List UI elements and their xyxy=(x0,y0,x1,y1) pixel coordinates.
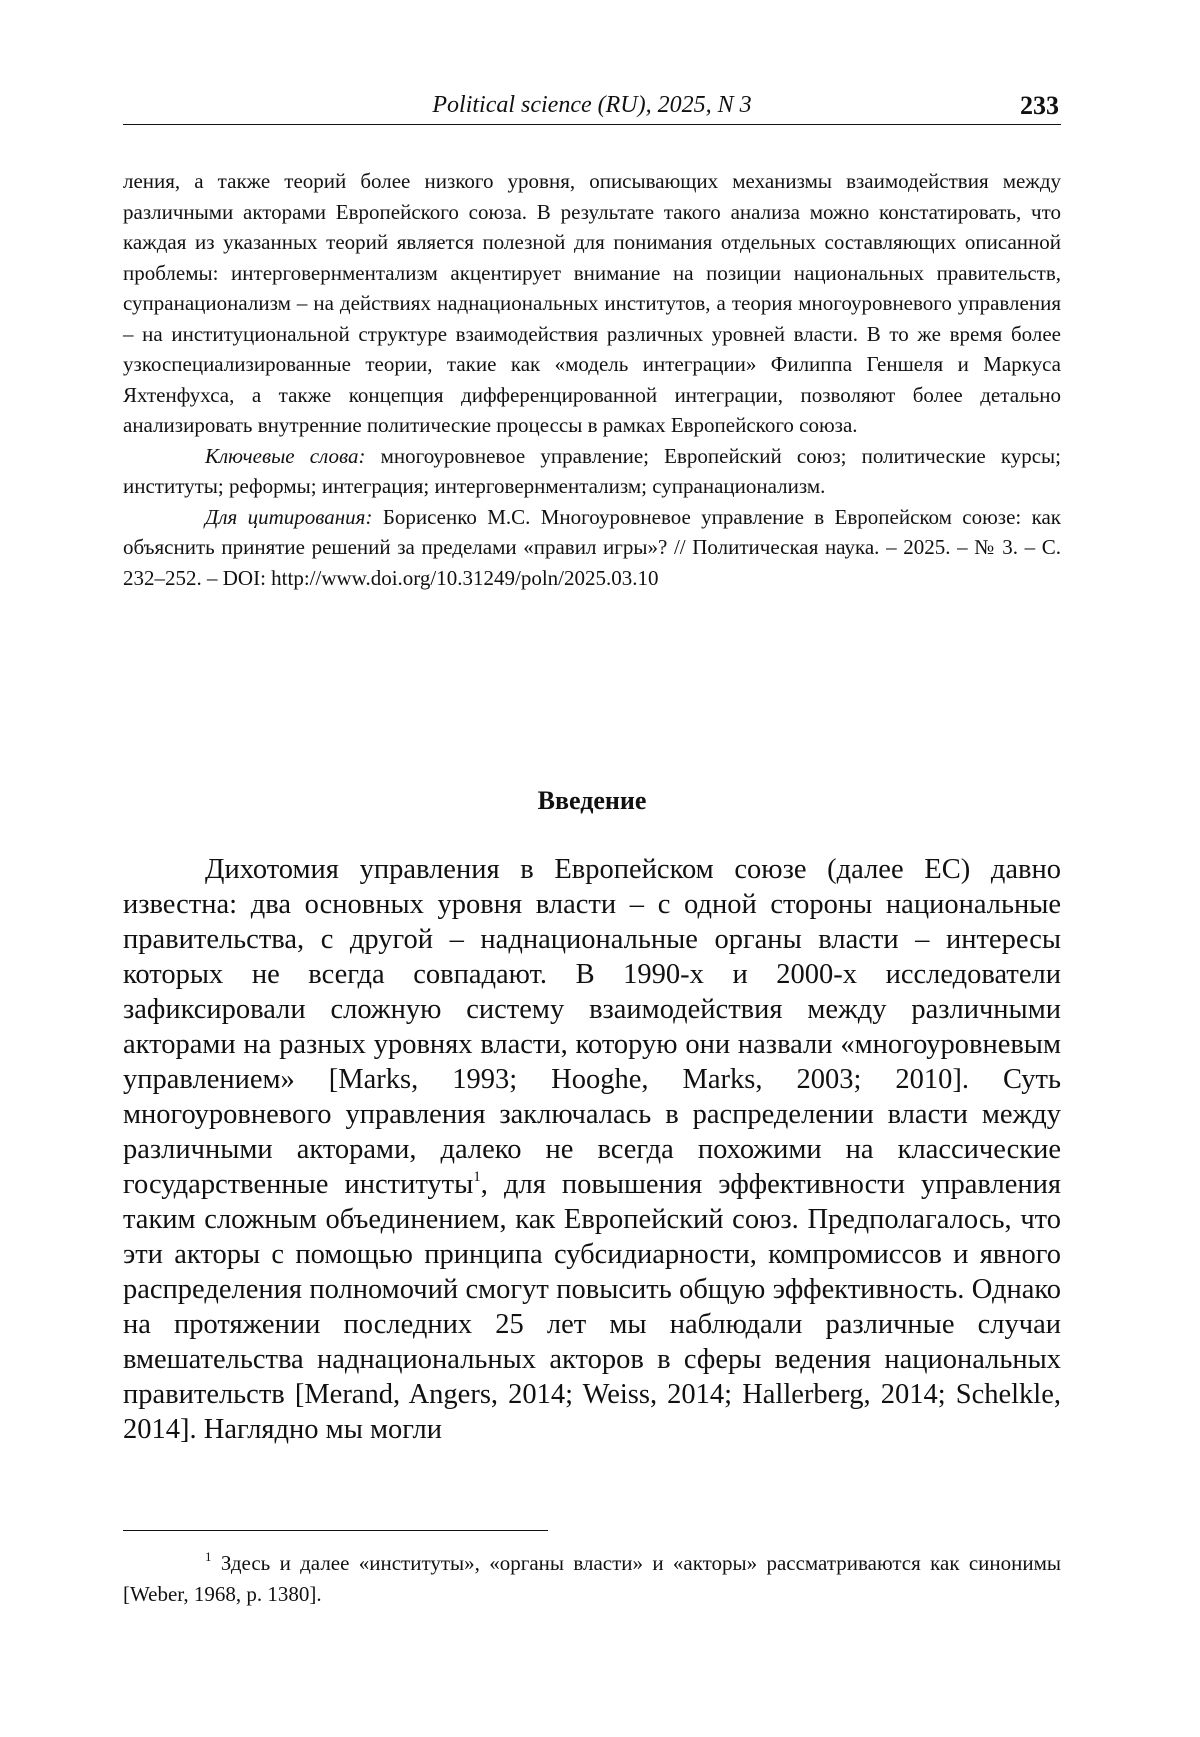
footnote-marker: 1 xyxy=(205,1549,212,1564)
footnote xyxy=(123,1548,1061,1610)
footnote-ref[interactable]: 1 xyxy=(473,1169,481,1185)
page-number: 233 xyxy=(1020,91,1059,121)
footnote-text: Здесь и далее «институты», «органы власти» и «акторы» рассматриваются как синонимы [Weber, 1968, p. 1380]. xyxy=(123,1551,1061,1606)
keywords-label: Ключевые слова: xyxy=(205,444,365,468)
keywords xyxy=(123,441,1061,502)
abstract-text: ления, а также теорий более низкого уровня, описывающих механизмы взаимодействия между различными акторами Европейского союза. В результате такого анализа можно констатировать, что каждая из указанных теорий является полезной для понимания отдельных составляющих описанной проблемы: интерговернментализм акцентирует внимание на позиции национальных правительств, супранационализм – на действиях наднациональных институтов, а теория многоуровневого управления – на институциональной структуре взаимодействия различных уровней власти. В то же время более узкоспециализированные теории, такие как «модель интеграции» Филиппа Геншеля и Маркуса Яхтенфухса, а также концепция дифференцированной интеграции, позволяют более детально анализировать внутренние политические процессы в рамках Европейского союза. xyxy=(123,166,1061,441)
keywords-text: многоуровневое управление; Европейский союз; политические курсы; институты; реформы; интеграция; интерговернментализм; супранационализм. xyxy=(123,444,1061,499)
body-text xyxy=(123,852,1061,1447)
body-paragraph xyxy=(123,852,1061,1447)
section-heading: Введение xyxy=(123,786,1061,816)
running-head xyxy=(123,92,1061,128)
citation-label: Для цитирования: xyxy=(205,505,372,529)
citation xyxy=(123,502,1061,594)
paragraph-part-1: Дихотомия управления в Европейском союзе (далее ЕС) давно известна: два основных уровня власти – с одной стороны национальные правительства, с другой – наднациональные органы власти – интересы которых не всегда совпадают. В 1990-х и 2000-х исследователи зафиксировали сложную систему взаимодействия между различными акторами на разных уровнях власти, которую они назвали «многоуровневым управлением» [Marks, 1993; Hooghe, Marks, 2003; 2010]. Суть многоуровневого управления заключалась в распределении власти между различными акторами, далеко не всегда похожими на классические государственные институты xyxy=(123,854,1061,1200)
footnote-rule xyxy=(123,1530,548,1531)
abstract xyxy=(123,166,1061,593)
paragraph-part-2: , для повышения эффективности управления таким сложным объединением, как Европейский союз. Предполагалось, что эти акторы с помощью принципа субсидиарности, компромиссов и явного распределения полномочий смогут повысить общую эффективность. Однако на протяжении последних 25 лет мы наблюдали различные случаи вмешательства наднациональных акторов в сферы ведения национальных правительств [Merand, Angers, 2014; Weiss, 2014; Hallerberg, 2014; Schelkle, 2014]. Наглядно мы могли xyxy=(123,1169,1061,1445)
journal-title: Political science (RU), 2025, N 3 xyxy=(123,92,1061,119)
citation-text: Борисенко М.С. Многоуровневое управление в Европейском союзе: как объяснить принятие решений за пределами «правил игры»? // Политическая наука. – 2025. – № 3. – С. 232–252. – DOI: http://www.doi.org/10.31249/poln/2025.03.10 xyxy=(123,505,1061,590)
header-rule xyxy=(123,124,1061,125)
